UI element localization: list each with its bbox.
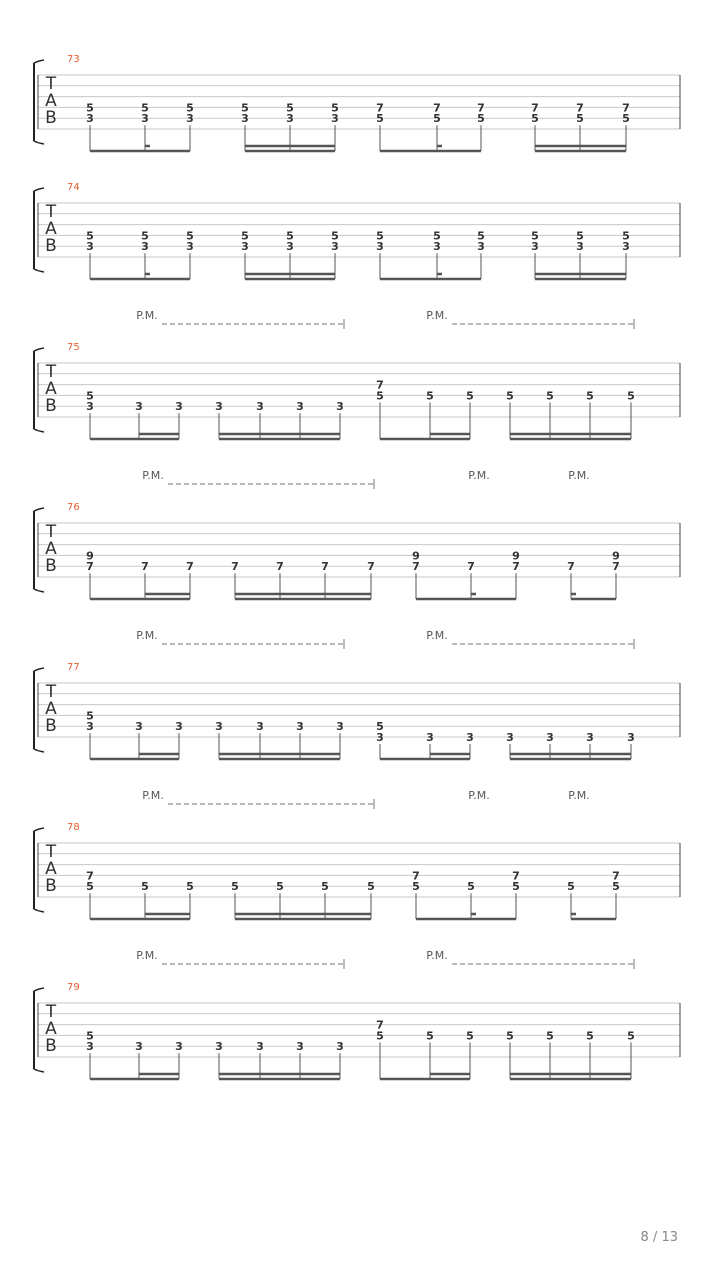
- clef-a: A: [45, 1019, 57, 1039]
- fret-number: 5: [276, 880, 284, 894]
- palm-mute-label: P.M.: [426, 949, 448, 962]
- fret-number: 5: [186, 229, 194, 243]
- palm-mute-label: P.M.: [142, 469, 164, 482]
- fret-number: 7: [412, 869, 420, 883]
- fret-number: 5: [331, 101, 339, 115]
- palm-mute-label: P.M.: [468, 789, 490, 802]
- fret-number: 3: [466, 731, 474, 744]
- palm-mute-label: P.M.: [426, 629, 448, 642]
- fret-number: 5: [86, 1029, 94, 1043]
- fret-number: 7: [576, 101, 584, 115]
- clef-a: A: [45, 539, 57, 559]
- fret-number: 3: [506, 731, 514, 744]
- fret-number: 5: [426, 389, 434, 403]
- fret-number: 5: [531, 112, 539, 126]
- fret-number: 3: [215, 720, 223, 734]
- fret-number: 3: [477, 240, 485, 254]
- clef-b: B: [45, 396, 57, 416]
- fret-number: 5: [412, 880, 420, 894]
- bar-number: 79: [67, 982, 80, 993]
- bar-number: 76: [67, 502, 80, 513]
- clef-t: T: [45, 74, 57, 94]
- fret-number: 3: [296, 400, 304, 414]
- fret-number: 9: [612, 549, 620, 563]
- clef-b: B: [45, 236, 57, 256]
- tab-system-74: [34, 182, 680, 279]
- bar-number: 74: [67, 182, 80, 193]
- fret-number: 5: [286, 101, 294, 115]
- bracket-bottom-curl: [34, 269, 44, 272]
- palm-mute-label: P.M.: [136, 949, 158, 962]
- clef-t: T: [45, 842, 57, 862]
- fret-number: 7: [531, 101, 539, 115]
- fret-number: 5: [467, 880, 475, 894]
- fret-number: 3: [622, 240, 630, 254]
- tab-system-76: [34, 469, 680, 599]
- fret-number: 9: [86, 549, 94, 563]
- fret-number: 5: [433, 229, 441, 243]
- fret-number: 5: [546, 389, 554, 403]
- fret-number: 5: [506, 1029, 514, 1043]
- clef-a: A: [45, 219, 57, 239]
- fret-number: 7: [321, 560, 329, 574]
- palm-mute-label: P.M.: [136, 629, 158, 642]
- fret-number: 3: [186, 240, 194, 254]
- fret-number: 7: [412, 560, 420, 574]
- palm-mute-label: P.M.: [468, 469, 490, 482]
- fret-number: 7: [86, 560, 94, 574]
- bar-number: 75: [67, 342, 80, 353]
- fret-number: 5: [506, 389, 514, 403]
- fret-number: 3: [286, 240, 294, 254]
- fret-number: 3: [86, 720, 94, 734]
- fret-number: 5: [141, 101, 149, 115]
- fret-number: 5: [622, 229, 630, 243]
- fret-number: 3: [331, 112, 339, 126]
- fret-number: 5: [546, 1029, 554, 1043]
- fret-number: 3: [141, 112, 149, 126]
- fret-number: 7: [186, 560, 194, 574]
- fret-number: 5: [376, 112, 384, 126]
- fret-number: 5: [241, 101, 249, 115]
- fret-number: 3: [433, 240, 441, 254]
- palm-mute-label: P.M.: [426, 309, 448, 322]
- fret-number: 3: [141, 240, 149, 254]
- fret-number: 7: [612, 869, 620, 883]
- fret-number: 5: [86, 101, 94, 115]
- tab-system-79: [34, 949, 680, 1079]
- clef-t: T: [45, 1002, 57, 1022]
- fret-number: 3: [135, 1040, 143, 1054]
- fret-number: 5: [433, 112, 441, 126]
- bracket-bottom-curl: [34, 1069, 44, 1072]
- bracket-top-curl: [34, 508, 44, 511]
- bracket-bottom-curl: [34, 749, 44, 752]
- fret-number: 3: [546, 731, 554, 744]
- palm-mute-label: P.M.: [568, 789, 590, 802]
- fret-number: 5: [86, 880, 94, 894]
- fret-number: 3: [135, 720, 143, 734]
- fret-number: 7: [512, 869, 520, 883]
- clef-b: B: [45, 1036, 57, 1056]
- fret-number: 3: [175, 400, 183, 414]
- fret-number: 5: [512, 880, 520, 894]
- bracket-bottom-curl: [34, 429, 44, 432]
- page-number: 8 / 13: [640, 1230, 678, 1245]
- fret-number: 7: [276, 560, 284, 574]
- clef-t: T: [45, 522, 57, 542]
- fret-number: 5: [241, 229, 249, 243]
- fret-number: 3: [256, 1040, 264, 1054]
- fret-number: 5: [586, 1029, 594, 1043]
- fret-number: 5: [86, 709, 94, 723]
- fret-number: 7: [231, 560, 239, 574]
- fret-number: 3: [376, 240, 384, 254]
- fret-number: 3: [86, 112, 94, 126]
- clef-a: A: [45, 859, 57, 879]
- fret-number: 3: [336, 400, 344, 414]
- fret-number: 5: [231, 880, 239, 894]
- fret-number: 3: [331, 240, 339, 254]
- fret-number: 3: [86, 1040, 94, 1054]
- bracket-top-curl: [34, 188, 44, 191]
- fret-number: 9: [412, 549, 420, 563]
- fret-number: 5: [86, 229, 94, 243]
- fret-number: 3: [175, 1040, 183, 1054]
- clef-t: T: [45, 682, 57, 702]
- fret-number: 3: [296, 720, 304, 734]
- fret-number: 5: [477, 229, 485, 243]
- clef-a: A: [45, 91, 57, 111]
- fret-number: 7: [376, 101, 384, 115]
- fret-number: 3: [256, 400, 264, 414]
- fret-number: 7: [86, 869, 94, 883]
- bracket-top-curl: [34, 60, 44, 63]
- fret-number: 5: [586, 389, 594, 403]
- fret-number: 7: [433, 101, 441, 115]
- bracket-top-curl: [34, 668, 44, 671]
- fret-number: 3: [576, 240, 584, 254]
- bracket-top-curl: [34, 348, 44, 351]
- fret-number: 5: [321, 880, 329, 894]
- clef-t: T: [45, 202, 57, 222]
- fret-number: 3: [286, 112, 294, 126]
- fret-number: 5: [576, 229, 584, 243]
- bracket-top-curl: [34, 988, 44, 991]
- fret-number: 3: [215, 400, 223, 414]
- fret-number: 5: [331, 229, 339, 243]
- fret-number: 5: [477, 112, 485, 126]
- fret-number: 3: [86, 240, 94, 254]
- fret-number: 7: [622, 101, 630, 115]
- fret-number: 5: [186, 880, 194, 894]
- fret-number: 5: [376, 389, 384, 403]
- fret-number: 5: [367, 880, 375, 894]
- fret-number: 3: [175, 720, 183, 734]
- clef-b: B: [45, 716, 57, 736]
- fret-number: 3: [215, 1040, 223, 1054]
- clef-a: A: [45, 379, 57, 399]
- fret-number: 5: [612, 880, 620, 894]
- fret-number: 3: [241, 112, 249, 126]
- fret-number: 5: [466, 389, 474, 403]
- fret-number: 5: [376, 229, 384, 243]
- tab-system-73: [34, 54, 680, 151]
- fret-number: 7: [376, 378, 384, 392]
- fret-number: 7: [141, 560, 149, 574]
- fret-number: 7: [477, 101, 485, 115]
- clef-b: B: [45, 556, 57, 576]
- fret-number: 3: [241, 240, 249, 254]
- clef-a: A: [45, 699, 57, 719]
- fret-number: 3: [376, 731, 384, 744]
- fret-number: 3: [336, 720, 344, 734]
- fret-number: 5: [286, 229, 294, 243]
- fret-number: 5: [141, 880, 149, 894]
- bracket-bottom-curl: [34, 589, 44, 592]
- fret-number: 7: [567, 560, 575, 574]
- bracket-bottom-curl: [34, 909, 44, 912]
- tab-system-75: [34, 309, 680, 439]
- fret-number: 5: [466, 1029, 474, 1043]
- fret-number: 5: [376, 720, 384, 734]
- fret-number: 3: [256, 720, 264, 734]
- palm-mute-label: P.M.: [136, 309, 158, 322]
- tab-system-77: [34, 629, 680, 759]
- fret-number: 3: [186, 112, 194, 126]
- bracket-bottom-curl: [34, 141, 44, 144]
- fret-number: 7: [512, 560, 520, 574]
- palm-mute-label: P.M.: [142, 789, 164, 802]
- fret-number: 9: [512, 549, 520, 563]
- fret-number: 7: [612, 560, 620, 574]
- fret-number: 5: [576, 112, 584, 126]
- fret-number: 5: [627, 389, 635, 403]
- fret-number: 3: [135, 400, 143, 414]
- tab-system-78: [34, 789, 680, 919]
- fret-number: 5: [567, 880, 575, 894]
- clef-t: T: [45, 362, 57, 382]
- fret-number: 5: [86, 389, 94, 403]
- fret-number: 3: [627, 731, 635, 744]
- fret-number: 5: [376, 1029, 384, 1043]
- fret-number: 3: [296, 1040, 304, 1054]
- fret-number: 3: [426, 731, 434, 744]
- fret-number: 3: [586, 731, 594, 744]
- fret-number: 5: [426, 1029, 434, 1043]
- fret-number: 5: [627, 1029, 635, 1043]
- fret-number: 7: [376, 1018, 384, 1032]
- clef-b: B: [45, 876, 57, 896]
- bar-number: 77: [67, 662, 80, 673]
- fret-number: 7: [367, 560, 375, 574]
- fret-number: 5: [531, 229, 539, 243]
- fret-number: 5: [622, 112, 630, 126]
- clef-b: B: [45, 108, 57, 128]
- fret-number: 7: [467, 560, 475, 574]
- fret-number: 5: [186, 101, 194, 115]
- fret-number: 3: [336, 1040, 344, 1054]
- fret-number: 3: [531, 240, 539, 254]
- palm-mute-label: P.M.: [568, 469, 590, 482]
- bar-number: 73: [67, 54, 80, 65]
- fret-number: 3: [86, 400, 94, 414]
- fret-number: 5: [141, 229, 149, 243]
- bracket-top-curl: [34, 828, 44, 831]
- bar-number: 78: [67, 822, 80, 833]
